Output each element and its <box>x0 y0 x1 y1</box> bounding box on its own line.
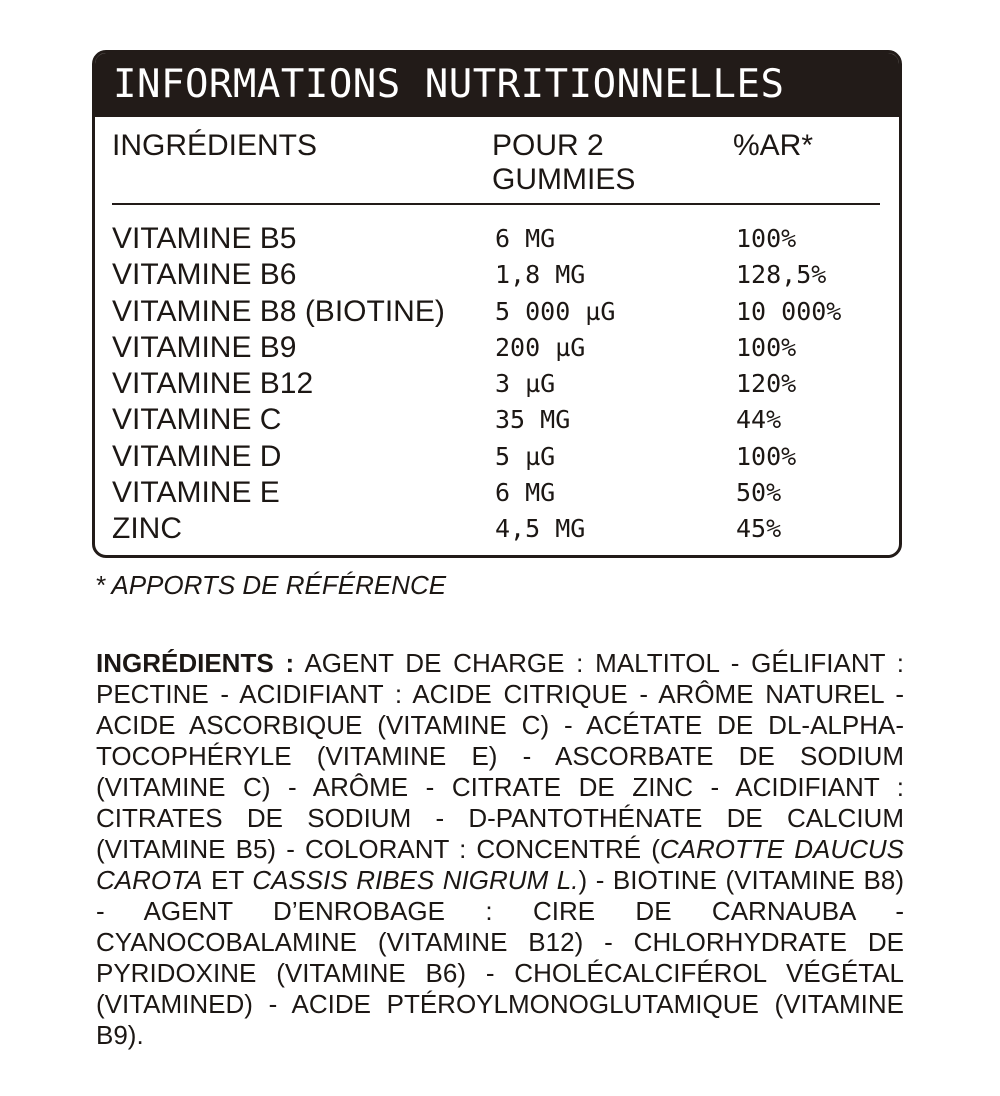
nutrient-name: VITAMINE B8 (BIOTINE) <box>112 294 445 328</box>
column-header-amount <box>492 129 692 197</box>
column-header-amount-line2: GUMMIES <box>492 163 636 196</box>
nutrient-row <box>112 330 892 366</box>
nutrient-ar: 10 000% <box>736 296 842 326</box>
nutrient-amount: 1,8 MG <box>495 260 586 290</box>
nutrient-row <box>112 221 892 257</box>
nutrient-row <box>112 511 892 547</box>
ingredients-text-part2: ET <box>202 865 253 895</box>
column-header-amount-line1: POUR 2 <box>492 129 604 162</box>
nutrient-row <box>112 402 892 438</box>
nutrient-amount: 4,5 MG <box>495 514 586 544</box>
nutrient-ar: 100% <box>736 332 797 362</box>
nutrient-name: VITAMINE E <box>112 476 280 510</box>
nutrient-name: VITAMINE C <box>112 403 282 437</box>
nutrient-ar: 128,5% <box>736 260 827 290</box>
nutrient-amount: 6 MG <box>495 224 556 253</box>
ingredients-text-part1: AGENT DE CHARGE : MALTITOL - GÉLIFIANT : PECTINE - ACIDIFIANT : ACIDE CITRIQUE - ARÔME NATUREL - ACIDE ASCORBIQUE (VITAMINE C) - ACÉTATE DE DL-ALPHA-TOCOPHÉRYLE (VITAMINE E) - ASCORBATE DE SODIUM (VITAMINE C) - ARÔME - CITRATE DE ZINC - ACIDIFIANT : CITRATES DE SODIUM - D-PANTOTHÉNATE DE CALCIUM (VITAMINE B5) - COLORANT : CONCENTRÉ ( <box>96 648 904 864</box>
nutrient-ar: 45% <box>736 514 782 544</box>
nutrient-amount: 5 µG <box>495 441 556 471</box>
panel-title: INFORMATIONS NUTRITIONNELLES <box>95 53 899 117</box>
nutrient-amount: 6 MG <box>495 478 556 508</box>
ingredients-lead: INGRÉDIENTS : <box>96 648 295 678</box>
nutrient-ar: 44% <box>736 405 782 435</box>
column-header-ar: %AR* <box>733 129 814 162</box>
nutrient-name: VITAMINE D <box>112 439 282 473</box>
nutrient-name: VITAMINE B5 <box>112 222 297 255</box>
nutrient-amount: 3 µG <box>495 369 556 399</box>
nutrient-name: VITAMINE B9 <box>112 330 297 364</box>
reference-footnote: * APPORTS DE RÉFÉRENCE <box>95 570 447 600</box>
nutrient-row <box>112 475 892 511</box>
nutrient-name: ZINC <box>112 512 182 546</box>
nutrient-ar: 100% <box>736 224 797 253</box>
nutrient-ar: 100% <box>736 441 797 471</box>
nutrient-ar: 120% <box>736 369 797 399</box>
nutrient-row <box>112 257 892 293</box>
ingredients-italic-cassis: CASSIS RIBES NIGRUM L. <box>252 865 579 895</box>
nutrient-ar: 50% <box>736 478 782 508</box>
nutrient-row <box>112 294 892 330</box>
nutrient-row <box>112 439 892 475</box>
ingredients-text-part3: ) - BIOTINE (VITAMINE B8) - AGENT D’ENROBAGE : CIRE DE CARNAUBA - CYANOCOBALAMINE (VITAMINE B12) - CHLORHYDRATE DE PYRIDOXINE (VITAMINE B6) - CHOLÉCALCIFÉROL VÉGÉTAL (VITAMINED) - ACIDE PTÉROYLMONOGLUTAMIQUE (VITAMINE B9). <box>96 865 905 1050</box>
nutrition-panel <box>92 50 902 558</box>
nutrient-amount: 200 µG <box>495 332 586 362</box>
nutrient-amount: 35 MG <box>495 405 571 435</box>
header-divider <box>112 203 880 205</box>
nutrient-name: VITAMINE B6 <box>112 258 297 292</box>
nutrient-amount: 5 000 µG <box>495 296 616 326</box>
nutrient-row <box>112 366 892 402</box>
ingredients-paragraph <box>96 648 904 1051</box>
column-header-ingredient: INGRÉDIENTS <box>112 129 318 162</box>
nutrient-name: VITAMINE B12 <box>112 367 314 401</box>
nutrient-list <box>112 221 892 548</box>
ingredients-italic-carotte: CAROTTE DAUCUS CAROTA <box>96 834 904 895</box>
